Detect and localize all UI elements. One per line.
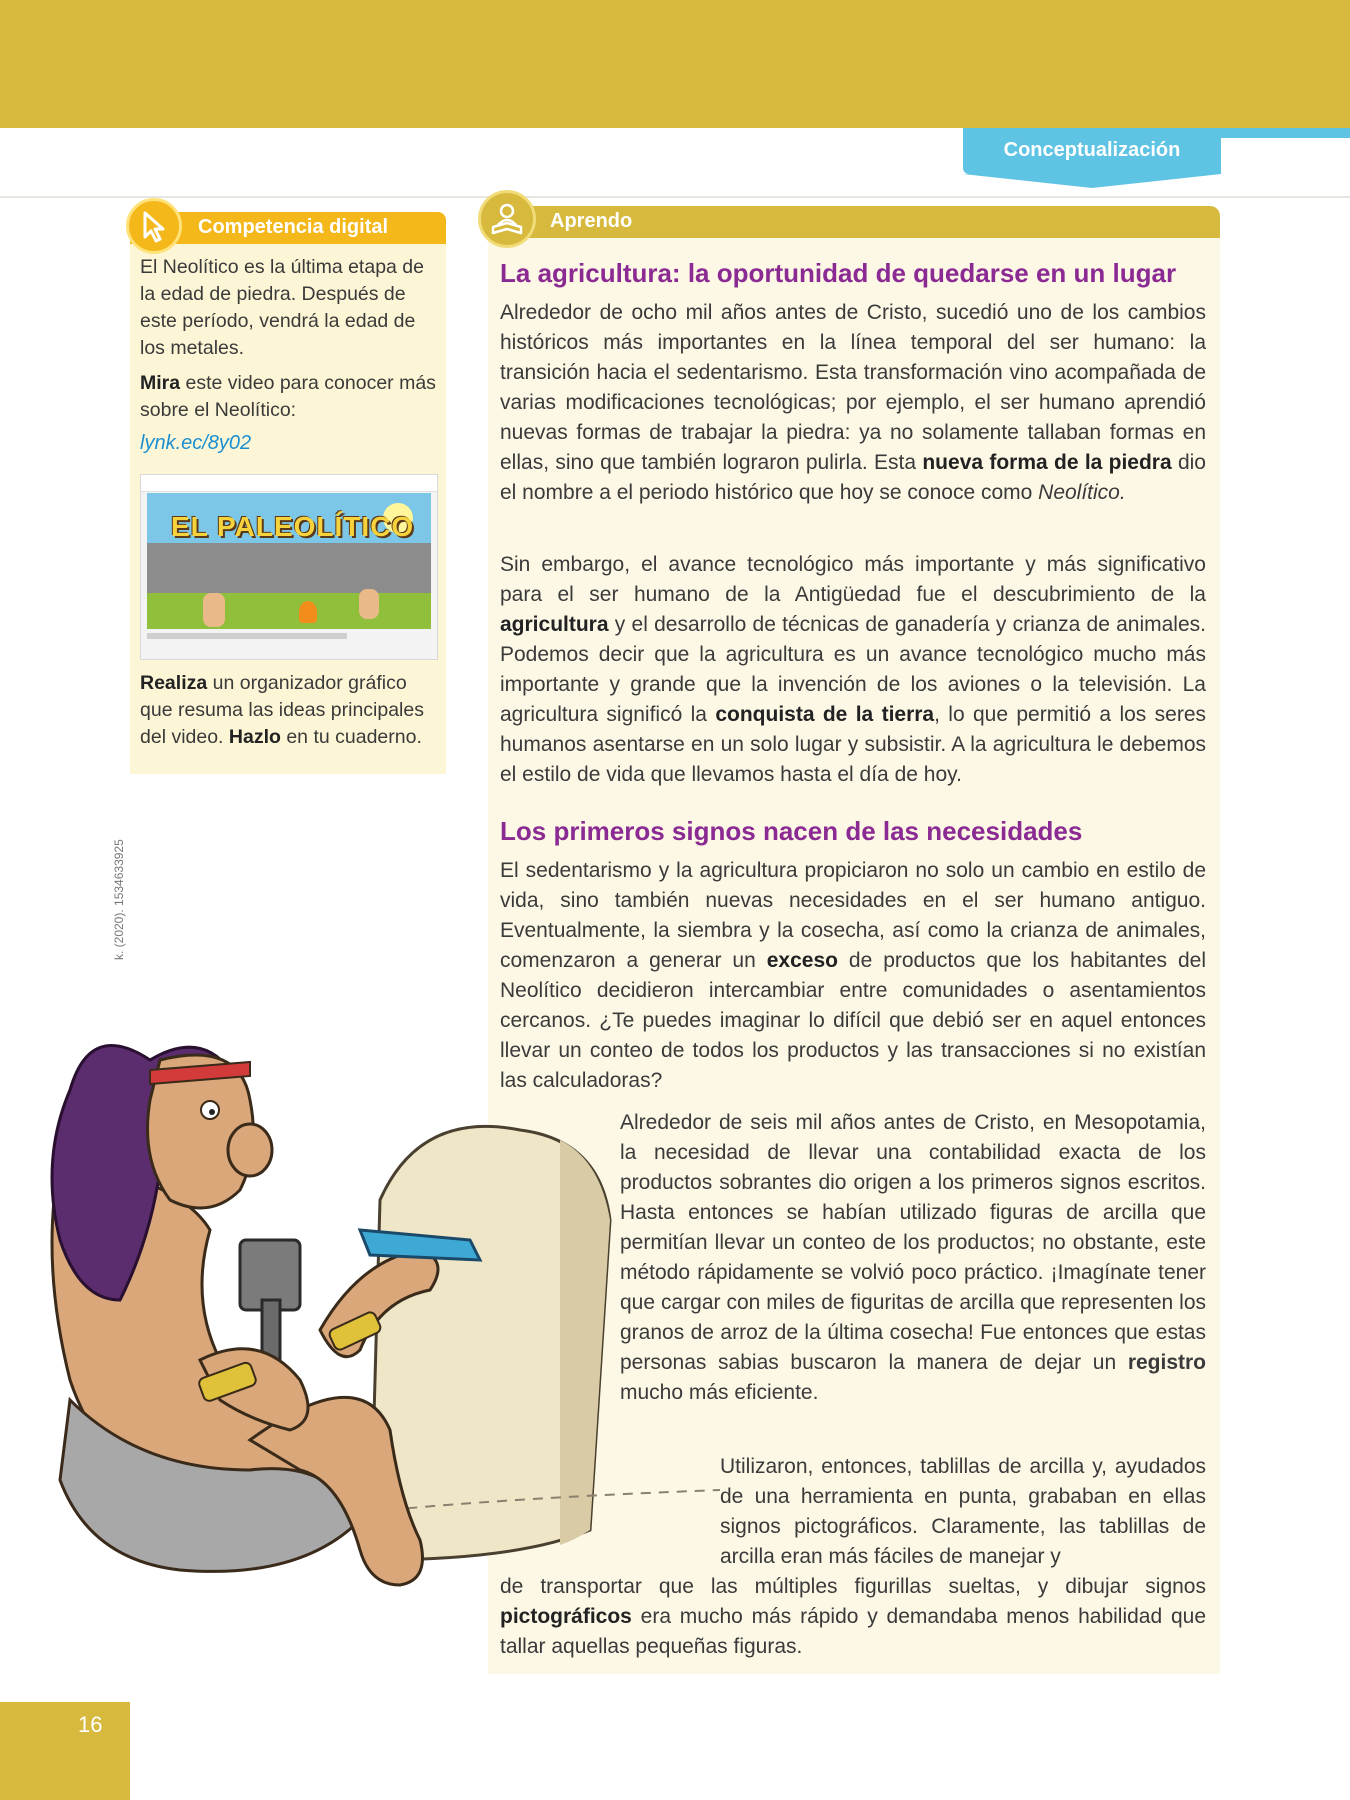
task-mid: un organizador gráfico que resuma las ideas principales del video. [140, 672, 424, 748]
p2-text: Sin embargo, el avance tecnológico más importante y más significativo para el ser humano de la Antigüedad fue el descubrimiento de la [500, 553, 1206, 606]
p3-text-2: de productos que los habitantes del Neolítico decidieron intercambiar entre comunidades o asentamientos cercanos. ¿Te puedes imaginar lo difícil que debió ser en aquel entonces llevar un conteo de todos los productos y las transacciones si no existían las calculadoras? [500, 949, 1206, 1092]
p2-text-2: y el desarrollo de técnicas de ganadería y crianza de animales. Podemos decir que la agricultura es un avance tecnológico mucho más importante y grande que la invención de los aviones o la televisión. La agricultura significó la [500, 613, 1206, 726]
p1-italic: Neolítico. [1038, 481, 1126, 504]
p4-text: Alrededor de seis mil años antes de Cristo, en Mesopotamia, la necesidad de llevar una contabilidad exacta de los productos sobrantes dio origen a los primeros signos escritos. Hasta entonces se habían utilizado figuras de arcilla que permitían llevar un conteo de los productos; no obstante, este método rápidamente se volvió poco práctico. ¡Imagínate tener que cargar con miles de figuritas de arcilla que representen los granos de arroz de la última cosecha! Fue entonces que estas personas sabias buscaron la manera de dejar un [620, 1111, 1206, 1374]
heading-signos: Los primeros signos nacen de las necesidades [500, 816, 1083, 846]
paragraph-5a: Utilizaron, entonces, tablillas de arcilla y, ayudados de una herramienta en punta, grababan en ellas signos pictográficos. Claramente, las tablillas de arcilla eran más fáciles de manejar y [720, 1455, 1206, 1568]
p5-bold-pictograficos: pictográficos [500, 1605, 632, 1628]
section-tab-arrow [963, 174, 1221, 188]
p4-bold-registro: registro [1127, 1351, 1206, 1374]
watch-rest: este video para conocer más sobre el Neolítico: [140, 372, 436, 421]
p2-text-3: , lo que permitió a los seres humanos asentarse en un solo lugar y subsistir. A la agricultura le debemos el estilo de vida que llevamos hasta el día de hoy. [500, 703, 1206, 786]
p1-text-2: dio el nombre a el periodo histórico que hoy se conoce como [500, 451, 1206, 504]
video-caption-bar [147, 633, 347, 639]
paragraph-1 [500, 298, 1206, 508]
paragraph-2 [500, 550, 1206, 790]
p2-bold-conquista: conquista de la tierra [715, 703, 935, 726]
sidebar-task [140, 670, 438, 751]
p4-text-2: mucho más eficiente. [620, 1381, 819, 1404]
competencia-digital-title: Competencia digital [198, 216, 389, 238]
section-tab: Conceptualización [963, 128, 1221, 174]
sidebar-intro: El Neolítico es la última etapa de la edad de piedra. Después de este período, vendrá la edad de los metales. [140, 256, 424, 359]
grass [147, 593, 431, 629]
watch-bold: Mira [140, 372, 181, 394]
video-link[interactable]: lynk.ec/8y02 [140, 432, 252, 454]
cursor-arrow-icon [126, 198, 182, 254]
image-credit: k. (2020). 1534633925 [112, 839, 126, 960]
page-number: 16 [78, 1712, 103, 1737]
video-screen [147, 493, 431, 629]
task-bold-hazlo: Hazlo [228, 726, 281, 748]
video-browser-bar [141, 475, 437, 492]
caveman-carving-illustration [0, 1000, 720, 1600]
heading-agricultura: La agricultura: la oportunidad de quedarse en un lugar [500, 258, 1177, 288]
p1-text: Alrededor de ocho mil años antes de Cristo, sucedió uno de los cambios históricos más importantes en la línea temporal del ser humano: la transición hacia el sedentarismo. Esta transformación vino acompañada de varias modificaciones tecnológicas; por ejemplo, el ser humano aprendió nuevas formas de trabajar la piedra: ya no solamente tallaban formas en ellas, sino que también lograron pulirla. Esta [500, 301, 1206, 474]
p5-text-2: era mucho más rápido y demandaba menos habilidad que tallar aquellas pequeñas figuras. [500, 1605, 1206, 1658]
aprendo-label: Aprendo [550, 210, 633, 232]
p2-bold-agricultura: agricultura [500, 613, 609, 636]
p3-bold-exceso: exceso [766, 949, 838, 972]
sidebar-watch-text [140, 370, 438, 424]
header-divider [0, 196, 1350, 198]
task-bold-realiza: Realiza [140, 672, 208, 694]
p5-text: de transportar que las múltiples figurillas sueltas, y dibujar signos [500, 1575, 1206, 1598]
task-end: en tu cuaderno. [280, 726, 422, 748]
fire-icon [299, 601, 317, 623]
video-title: EL PALEOLÍTICO [171, 511, 415, 542]
p3-text: El sedentarismo y la agricultura propiciaron no solo un cambio en estilo de vida, sino también nuevas necesidades en el ser humano antiguo. Eventualmente, la siembra y la cosecha, así como la crianza de animales, comenzaron a generar un [500, 859, 1206, 972]
caveman-figure [359, 589, 379, 619]
header-band [0, 0, 1350, 128]
caveman-figure [203, 593, 225, 627]
header-accent-stripe [1221, 128, 1350, 138]
reading-person-icon [478, 190, 536, 248]
page-number-box [0, 1702, 130, 1800]
video-thumbnail[interactable] [140, 474, 438, 660]
p1-bold: nueva forma de la piedra [922, 451, 1172, 474]
